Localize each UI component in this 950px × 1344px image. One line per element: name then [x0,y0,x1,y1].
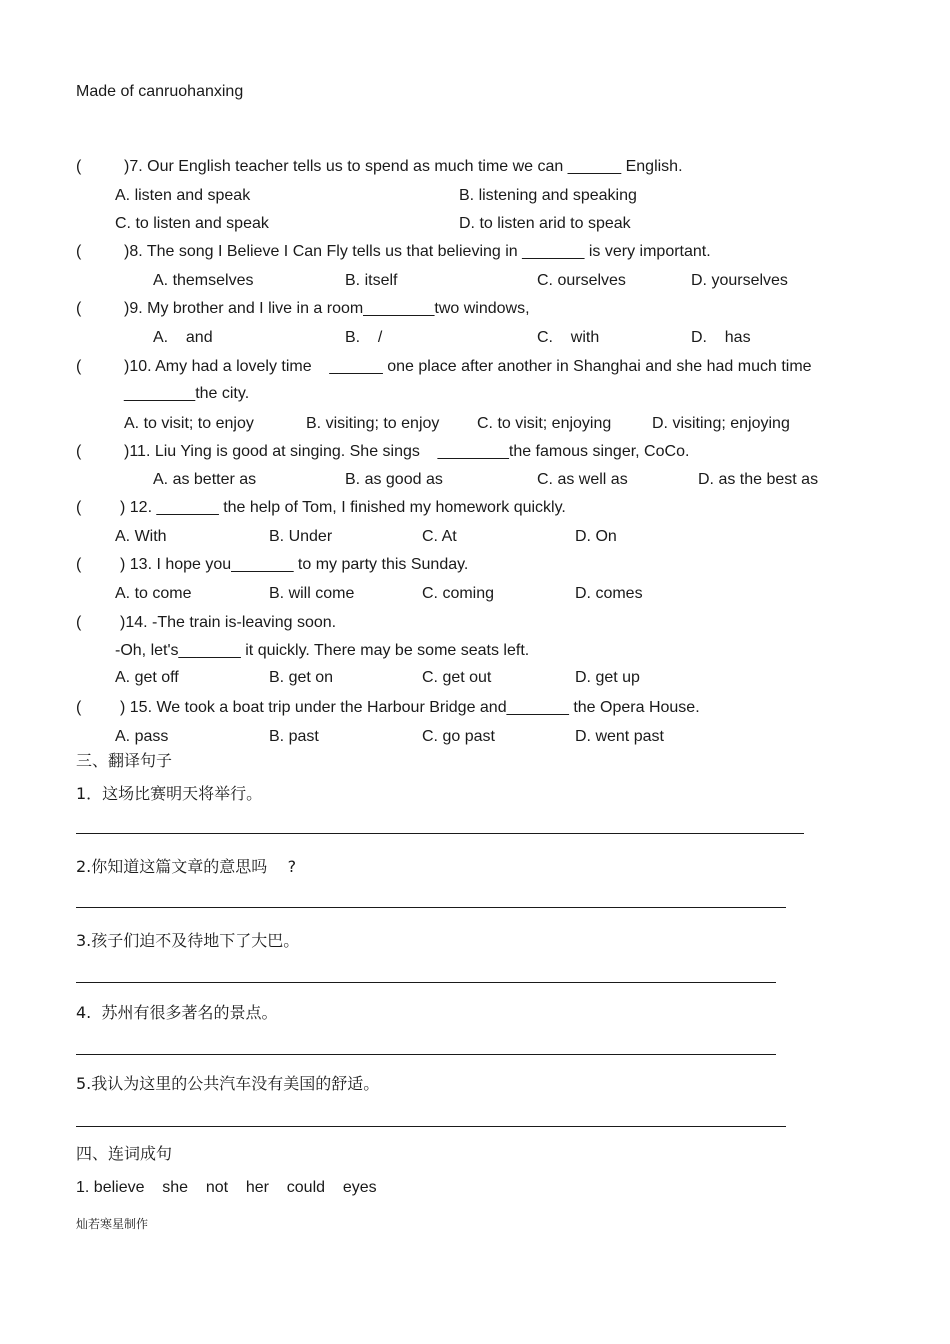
answer-paren: ( [76,243,82,260]
question-stem: )14. -The train is-leaving soon. [120,614,337,631]
option-a: A. to visit; to enjoy [124,415,254,432]
option-a: A. listen and speak [115,187,251,204]
option-a: A. With [115,528,167,545]
option-d: D. get up [575,669,640,686]
option-c: C. At [422,528,457,545]
option-d: D. comes [575,585,643,602]
translation-item-5: 5.我认为这里的公共汽车没有美国的舒适。 [76,1074,380,1093]
answer-line-4 [76,1054,776,1055]
answer-paren: ( [76,358,82,375]
option-b: B. visiting; to enjoy [306,415,440,432]
option-c: C. go past [422,728,495,745]
answer-line-5 [76,1126,786,1127]
question-stem: )10. Amy had a lovely time ______ one place after another in Shanghai and she had much time [124,358,812,375]
option-b: B. itself [345,272,398,289]
option-b: B. will come [269,585,355,602]
section-title-sentence-building: 四、连词成句 [76,1144,173,1163]
option-b: B. / [345,329,383,346]
answer-paren: ( [76,443,82,460]
translation-item-3: 3.孩子们迫不及待地下了大巴。 [76,931,300,950]
question-stem: ) 15. We took a boat trip under the Harbour Bridge and_______ the Opera House. [120,699,700,716]
translation-item-4: 4. 苏州有很多著名的景点。 [76,1003,278,1022]
answer-paren: ( [76,158,82,175]
option-c: C. to listen and speak [115,215,269,232]
option-b: B. get on [269,669,334,686]
option-d: D. has [691,329,751,346]
answer-line-1 [76,833,804,834]
option-d: D. as the best as [698,471,819,488]
question-stem-continued: -Oh, let's_______ it quickly. There may be some seats left. [115,642,530,659]
option-a: A. get off [115,669,179,686]
answer-paren: ( [76,699,82,716]
answer-paren: ( [76,499,82,516]
option-a: A. to come [115,585,192,602]
question-stem: )9. My brother and I live in a room________two windows, [124,300,530,317]
option-d: D. On [575,528,617,545]
option-b: B. past [269,728,319,745]
option-d: D. yourselves [691,272,788,289]
section-title-translation: 三、翻译句子 [76,751,173,770]
option-c: C. with [537,329,600,346]
answer-paren: ( [76,300,82,317]
answer-line-2 [76,907,786,908]
question-stem: ) 12. _______ the help of Tom, I finished my homework quickly. [120,499,566,516]
option-b: B. Under [269,528,333,545]
option-c: C. to visit; enjoying [477,415,612,432]
question-stem-continued: ________the city. [124,385,250,402]
translation-item-2: 2.你知道这篇文章的意思吗 ? [76,857,297,876]
sentence-building-item-1: 1. believe she not her could eyes [76,1179,377,1196]
question-stem: )8. The song I Believe I Can Fly tells us that believing in _______ is very important. [124,243,711,260]
option-c: C. get out [422,669,492,686]
option-d: D. to listen arid to speak [459,215,631,232]
option-a: A. and [153,329,213,346]
question-stem: )11. Liu Ying is good at singing. She sings ________the famous singer, CoCo. [124,443,690,460]
header-text: Made of canruohanxing [76,83,244,100]
option-c: C. as well as [537,471,628,488]
option-d: D. went past [575,728,664,745]
option-c: C. coming [422,585,495,602]
option-b: B. as good as [345,471,443,488]
option-d: D. visiting; enjoying [652,415,790,432]
answer-paren: ( [76,614,82,631]
translation-item-1: 1．这场比赛明天将举行。 [76,784,263,803]
answer-paren: ( [76,556,82,573]
footer-text: 灿若寒星制作 [76,1217,149,1231]
question-stem: ) 13. I hope you_______ to my party this Sunday. [120,556,469,573]
option-c: C. ourselves [537,272,626,289]
option-a: A. themselves [153,272,254,289]
question-stem: )7. Our English teacher tells us to spend as much time we can ______ English. [124,158,683,175]
option-a: A. pass [115,728,169,745]
option-a: A. as better as [153,471,257,488]
option-b: B. listening and speaking [459,187,637,204]
answer-line-3 [76,982,776,983]
